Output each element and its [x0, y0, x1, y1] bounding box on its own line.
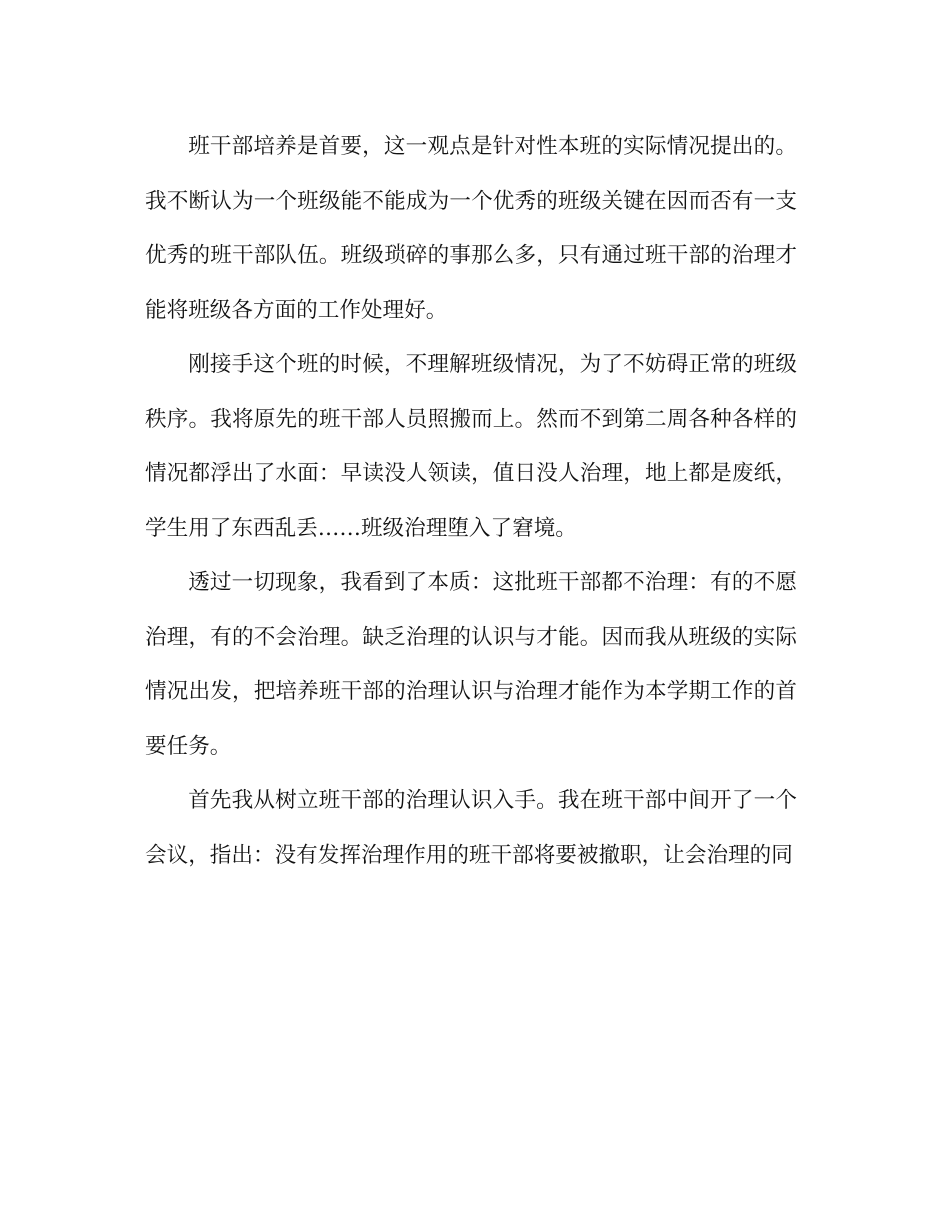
paragraph-3: 透过一切现象，我看到了本质：这批班干部都不治理：有的不愿治理，有的不会治理。缺乏治理的认识与才能。因而我从班级的实际情况出发，把培养班干部的治理认识与治理才能作为本学期工作的首要任务。: [145, 570, 797, 759]
document-body: [145, 120, 797, 883]
paragraph-4: 首先我从树立班干部的治理认识入手。我在班干部中间开了一个会议，指出：没有发挥治理作用的班干部将要被撤职，让会治理的同: [145, 788, 797, 868]
paragraph-1: 班干部培养是首要，这一观点是针对性本班的实际情况提出的。我不断认为一个班级能不能成为一个优秀的班级关键在因而否有一支优秀的班干部队伍。班级琐碎的事那么多，只有通过班干部的治理才能将班级各方面的工作处理好。: [145, 134, 797, 323]
paragraph-2: 刚接手这个班的时候，不理解班级情况，为了不妨碍正常的班级秩序。我将原先的班干部人员照搬而上。然而不到第二周各种各样的情况都浮出了水面：早读没人领读，值日没人治理，地上都是废纸，学生用了东西乱丢……班级治理堕入了窘境。: [145, 352, 797, 541]
